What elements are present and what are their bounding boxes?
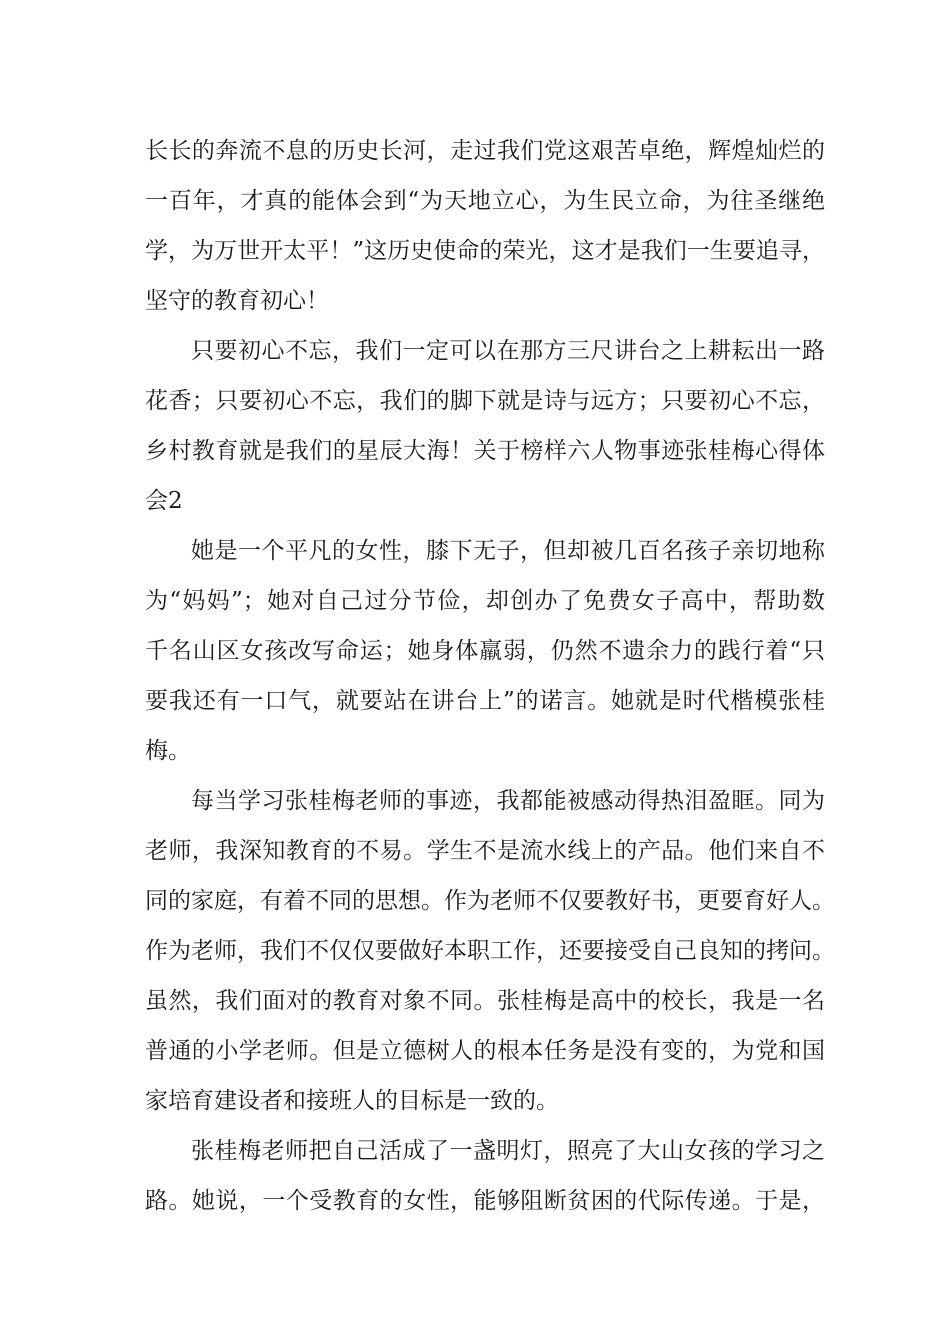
text-line: 张桂梅老师把自己活成了一盏明灯，照亮了大山女孩的学习之 (191, 1138, 825, 1164)
text-line: 家培育建设者和接班人的目标是一致的。 (145, 1088, 559, 1114)
text-line: 坚守的教育初心！ (145, 288, 329, 314)
text-line: 每当学习张桂梅老师的事迹，我都能被感动得热泪盈眶。同为 (191, 788, 825, 814)
paragraph-1 (145, 126, 825, 326)
text-line: 花香；只要初心不忘，我们的脚下就是诗与远方；只要初心不忘， (145, 388, 825, 414)
text-line: 虽然，我们面对的教育对象不同。张桂梅是高中的校长，我是一名 (145, 988, 825, 1014)
paragraph-3 (145, 526, 825, 776)
text-line: 千名山区女孩改写命运；她身体羸弱，仍然不遗余力的践行着“只 (145, 638, 825, 664)
paragraph-2 (145, 326, 825, 526)
text-line: 老师，我深知教育的不易。学生不是流水线上的产品。他们来自不 (145, 838, 825, 864)
text-line: 长长的奔流不息的历史长河，走过我们党这艰苦卓绝，辉煌灿烂的 (145, 138, 825, 164)
document-body (145, 126, 835, 1226)
text-line: 作为老师，我们不仅仅要做好本职工作，还要接受自己良知的拷问。 (145, 938, 835, 964)
text-line: 普通的小学老师。但是立德树人的根本任务是没有变的，为党和国 (145, 1038, 825, 1064)
text-line: 她是一个平凡的女性，膝下无子，但却被几百名孩子亲切地称 (191, 538, 825, 564)
text-line: 梅。 (145, 738, 191, 764)
text-line: 一百年，才真的能体会到“为天地立心，为生民立命，为往圣继绝 (145, 188, 825, 214)
text-line: 要我还有一口气，就要站在讲台上”的诺言。她就是时代楷模张桂 (145, 688, 825, 714)
paragraph-4 (145, 776, 835, 1126)
text-line: 乡村教育就是我们的星辰大海！关于榜样六人物事迹张桂梅心得体 (145, 438, 825, 464)
text-line: 为“妈妈”；她对自己过分节俭，却创办了免费女子高中，帮助数 (145, 588, 825, 614)
text-line: 同的家庭，有着不同的思想。作为老师不仅要教好书，更要育好人。 (145, 888, 835, 914)
text-line: 只要初心不忘，我们一定可以在那方三尺讲台之上耕耘出一路 (191, 338, 825, 364)
text-line: 会2 (145, 488, 183, 514)
text-line: 学，为万世开太平！”这历史使命的荣光，这才是我们一生要追寻， (145, 238, 825, 264)
paragraph-5 (145, 1126, 825, 1226)
text-line: 路。她说，一个受教育的女性，能够阻断贫困的代际传递。于是， (145, 1188, 825, 1214)
